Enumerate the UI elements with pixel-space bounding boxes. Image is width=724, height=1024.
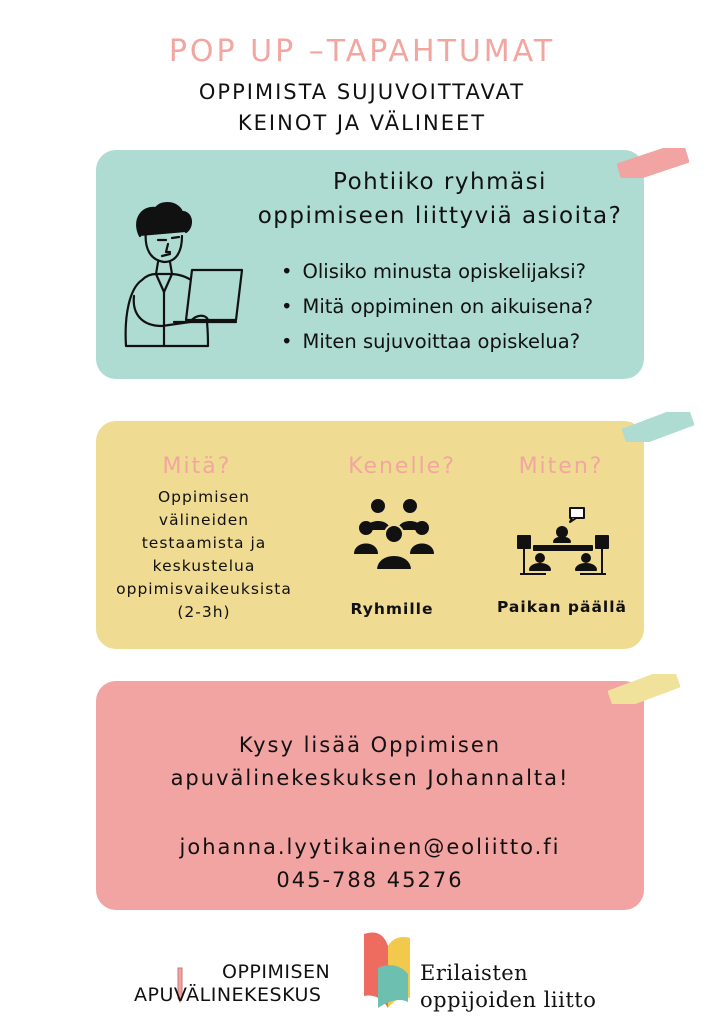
subtitle-line-2: KEINOT JA VÄLINEET — [237, 111, 487, 135]
logo-left-line-1: OPPIMISEN — [222, 961, 331, 983]
what-line: välineiden — [158, 511, 250, 529]
how-heading: Miten? — [518, 454, 604, 479]
question-item: • Miten sujuvoittaa opiskelua? — [281, 324, 593, 359]
who-description: Ryhmille — [350, 600, 434, 618]
subtitle-line-1: OPPIMISTA SUJUVOITTAVAT — [198, 80, 526, 104]
contact-line-2: apuvälinekeskuksen Johannalta! — [170, 766, 570, 790]
meeting-table-icon — [516, 506, 610, 578]
question-heading-line-1: Pohtiiko ryhmäsi — [333, 169, 547, 195]
yellow-tape-icon — [608, 674, 680, 704]
teal-tape-icon — [622, 412, 694, 442]
question-heading-line-2: oppimiseen liittyviä asioita? — [257, 203, 623, 229]
what-line: keskustelua — [152, 557, 256, 575]
question-item: • Mitä oppiminen on aikuisena? — [281, 289, 593, 324]
logo-right-line-1: Erilaisten — [420, 961, 529, 985]
page-title: POP UP –TAPAHTUMAT — [168, 34, 556, 69]
what-description — [98, 486, 310, 624]
contact-email: johanna.lyytikainen@eoliitto.fi — [179, 835, 561, 859]
logo-right-line-2: oppijoiden liitto — [420, 988, 597, 1012]
contact-line-1: Kysy lisää Oppimisen — [238, 733, 502, 757]
contact-phone: 045-788 45276 — [276, 868, 464, 892]
how-description: Paikan päällä — [496, 598, 627, 616]
logo-left-line-2: APUVÄLINEKESKUS — [134, 984, 322, 1006]
what-line: testaamista ja — [141, 534, 267, 552]
book-logo-icon — [360, 928, 412, 1012]
what-line: (2-3h) — [177, 603, 231, 621]
group-people-icon — [354, 496, 434, 572]
what-heading: Mitä? — [162, 454, 232, 479]
what-line: oppimisvaikeuksista — [116, 580, 292, 598]
question-item: • Olisiko minusta opiskelijaksi? — [281, 254, 593, 289]
who-heading: Kenelle? — [348, 454, 456, 479]
person-with-laptop-icon — [112, 196, 248, 352]
question-list — [281, 254, 593, 359]
what-line: Oppimisen — [157, 488, 251, 506]
